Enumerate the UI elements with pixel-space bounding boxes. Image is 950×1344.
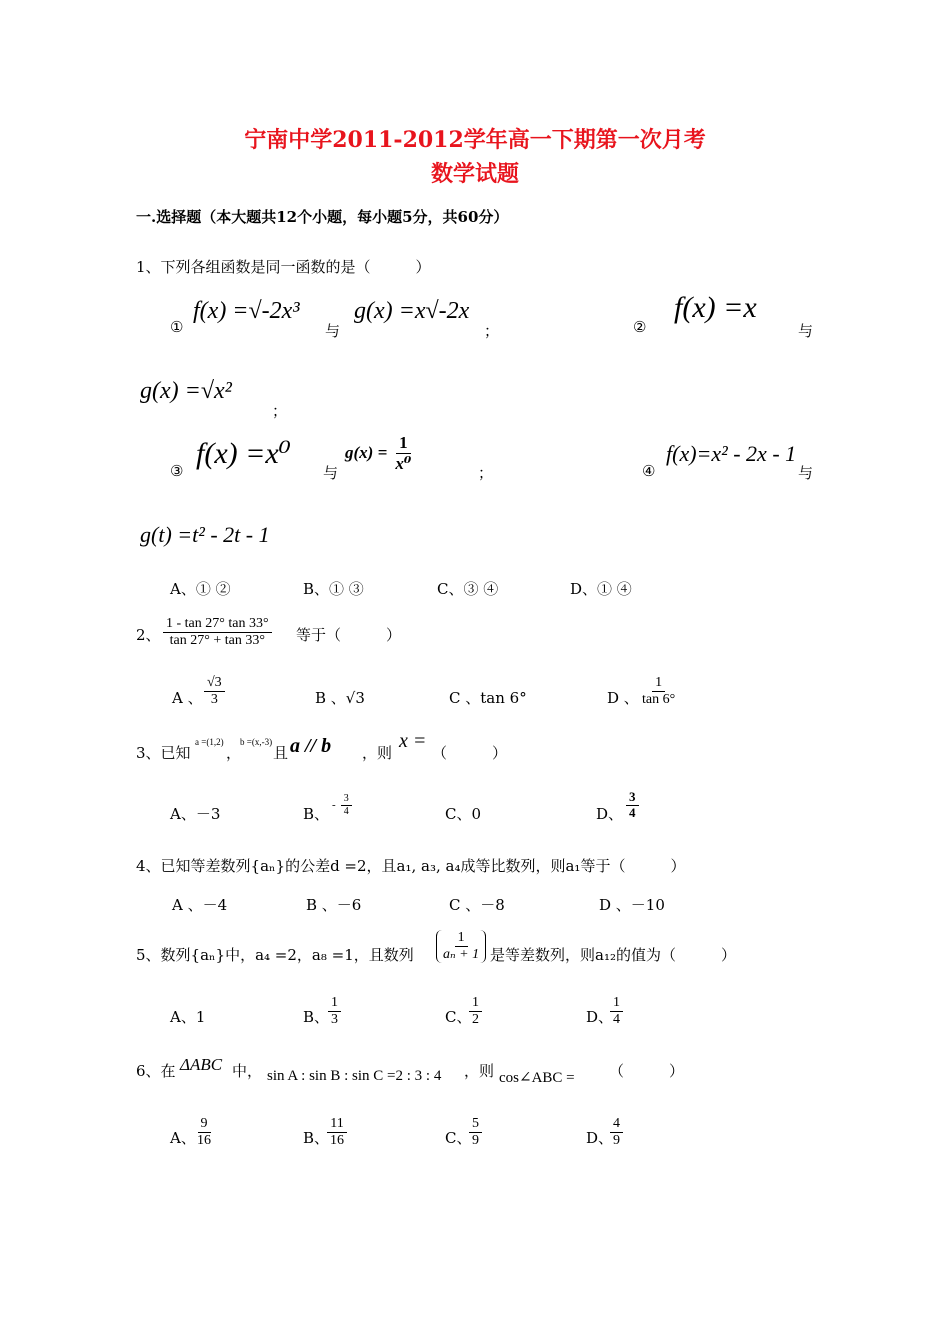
q2-frac-num: 1 - tan 27° tan 33°: [163, 616, 272, 633]
q1-option-a: A、① ②: [170, 580, 231, 598]
q1-yu-4: 与: [798, 464, 814, 482]
q3-then: ，则: [362, 744, 393, 762]
q3-parallel: a // b: [290, 735, 332, 757]
q3-option-d-num: 3: [626, 790, 639, 806]
q2-option-a-label: A 、: [172, 689, 203, 707]
q3-and: 且: [273, 744, 289, 762]
q5-option-b-label: B、: [303, 1008, 330, 1026]
q1-semicolon-1: ；: [484, 322, 500, 340]
q3-comma: ，: [226, 744, 242, 762]
q6-option-a-fraction: [194, 1116, 214, 1149]
q1-choice-3-marker: ③: [170, 462, 184, 480]
q5-option-c-num: 1: [469, 995, 482, 1012]
q1-choice-3-g-lhs: g(x) =: [345, 443, 388, 463]
q5-option-c-den: 2: [472, 1012, 479, 1028]
q6-option-b-num: 11: [327, 1116, 346, 1133]
q5-option-d-den: 4: [613, 1012, 620, 1028]
q1-choice-2-g: g(x) =√x²: [140, 378, 232, 404]
q3-paren: （ ）: [432, 744, 508, 762]
q3-option-b: [332, 793, 352, 817]
q1-option-c: C、③ ④: [437, 580, 499, 598]
q5-option-b-den: 3: [331, 1012, 338, 1028]
q1-choice-3-g-num: 1: [396, 433, 411, 454]
q3-option-b-den: 4: [343, 805, 349, 817]
q1-choice-4-f: f(x)=x² - 2x - 1: [666, 441, 797, 466]
q5-stem-end: 是等差数列，则a₁₂的值为（ ）: [490, 946, 736, 964]
q3-x-equals: x =: [399, 730, 427, 752]
q3-option-d-label: D、: [596, 805, 624, 823]
q1-choice-3-g: [345, 433, 414, 473]
q6-option-c-label: C、: [445, 1129, 472, 1147]
q1-yu-3: 与: [323, 464, 339, 482]
q1-choice-4-g: g(t) =t² - 2t - 1: [140, 522, 270, 547]
exam-title: 宁南中学2011-2012学年高一下期第一次月考: [244, 127, 706, 153]
q6-option-c-fraction: [469, 1116, 482, 1149]
q1-option-d: D、① ④: [570, 580, 632, 598]
q1-choice-4-marker: ④: [642, 462, 656, 480]
q1-choice-3-g-fraction: [392, 433, 414, 473]
q2-option-c: C 、tan 6°: [449, 689, 527, 707]
q1-stem: 1、下列各组函数是同一函数的是（ ）: [136, 258, 431, 276]
q5-option-b: [328, 995, 341, 1028]
q4-option-a: A 、－4: [172, 896, 228, 914]
q6-option-d-den: 9: [613, 1133, 620, 1149]
q2-option-d-den: tan 6°: [642, 692, 676, 708]
q1-choice-1-marker: ①: [170, 318, 184, 336]
q5-frac-den: aₙ + 1: [443, 947, 480, 963]
q2-option-d-fraction: [639, 675, 678, 708]
q3-option-d-fraction: [626, 790, 639, 821]
q2-fraction: [163, 616, 272, 649]
q5-option-a: A、1: [170, 1008, 206, 1026]
q6-stem-mid: 中，: [232, 1062, 263, 1080]
q2-option-d-label: D 、: [607, 689, 639, 707]
q6-option-d: [610, 1116, 623, 1149]
q6-option-d-label: D、: [586, 1129, 614, 1147]
q5-option-d-num: 1: [610, 995, 623, 1012]
q1-choice-1-g: g(x) =x√-2x: [354, 298, 470, 324]
q3-option-b-fraction: [341, 793, 352, 817]
q6-stem-start: 6、在: [136, 1062, 176, 1080]
q1-choice-3-g-den: x⁰: [395, 453, 412, 473]
q5-option-d: [610, 995, 623, 1028]
q3-vector-a: a =(1,2): [195, 737, 224, 747]
q6-option-c: [469, 1116, 482, 1149]
q5-option-b-fraction: [328, 995, 341, 1028]
q1-semicolon-3: ；: [478, 464, 494, 482]
q5-stem-start: 5、数列{aₙ}中，a₄ =2，a₈ =1，且数列: [136, 946, 414, 964]
q3-vector-b: b =(x,-3): [240, 737, 273, 747]
q4-option-d: D 、－10: [599, 896, 665, 914]
q6-option-a-num: 9: [198, 1116, 211, 1133]
q5-option-d-fraction: [610, 995, 623, 1028]
q6-option-b-label: B、: [303, 1129, 330, 1147]
q1-choice-3-f: f(x) =x⁰: [196, 437, 291, 470]
q5-option-d-label: D、: [586, 1008, 614, 1026]
q2-option-a-num: √3: [204, 675, 225, 692]
q4-option-c: C 、－8: [449, 896, 505, 914]
q2-frac-den: tan 27° + tan 33°: [169, 633, 265, 649]
q3-option-c: C、0: [445, 805, 482, 823]
q1-choice-1-f: f(x) =√-2x³: [193, 298, 300, 324]
q6-option-b: [327, 1116, 347, 1149]
q1-option-b: B、① ③: [303, 580, 364, 598]
q2-option-a: [204, 675, 225, 708]
q3-option-a: A、－3: [170, 805, 221, 823]
q6-option-c-num: 5: [469, 1116, 482, 1133]
q6-option-b-fraction: [327, 1116, 347, 1149]
q6-option-b-den: 16: [330, 1133, 344, 1149]
q5-option-c-label: C、: [445, 1008, 472, 1026]
q2-option-a-den: 3: [210, 692, 218, 708]
exam-subtitle: 数学试题: [430, 161, 519, 187]
q1-semicolon-2: ；: [272, 402, 288, 420]
q3-option-b-sign: -: [332, 799, 336, 811]
q3-option-b-num: 3: [341, 793, 352, 806]
q6-paren: （ ）: [609, 1062, 685, 1080]
q2-expression: [163, 616, 272, 649]
q5-frac-num: 1: [455, 930, 468, 947]
q3-option-d-den: 4: [629, 804, 636, 820]
q2-option-a-fraction: [204, 675, 225, 708]
section-heading: 一.选择题（本大题共12个小题，每小题5分，共60分）: [136, 208, 509, 226]
q4-option-b: B 、－6: [306, 896, 362, 914]
q6-cos: cos∠ABC =: [499, 1070, 575, 1086]
q5-fraction: [440, 930, 482, 963]
q2-tail: 等于（ ）: [296, 626, 402, 644]
q6-option-a: [194, 1116, 214, 1149]
q6-ratio: sin A : sin B : sin C =2 : 3 : 4: [267, 1068, 442, 1084]
q6-option-d-num: 4: [610, 1116, 623, 1133]
q6-option-a-label: A、: [170, 1129, 196, 1147]
q2-option-d: [639, 675, 678, 708]
q6-option-c-den: 9: [472, 1133, 479, 1149]
q2-option-d-num: 1: [652, 675, 665, 692]
q5-option-b-num: 1: [328, 995, 341, 1012]
q1-yu-1: 与: [325, 322, 341, 340]
q1-yu-2: 与: [798, 322, 814, 340]
q3-option-b-label: B、: [303, 805, 330, 823]
q3-stem-start: 3、已知: [136, 744, 191, 762]
q5-sequence: [436, 930, 486, 963]
q4-stem: 4、已知等差数列{aₙ}的公差d =2，且a₁, a₃, a₄成等比数列，则a₁等于（ ）: [136, 857, 686, 875]
q5-option-c: [469, 995, 482, 1028]
q1-choice-2-marker: ②: [633, 318, 647, 336]
q6-option-d-fraction: [610, 1116, 623, 1149]
q6-triangle: ΔABC: [180, 1055, 223, 1074]
q3-option-d: [626, 790, 639, 821]
q1-choice-2-f: f(x) =x: [674, 291, 757, 324]
q2-option-b: B 、√3: [315, 689, 365, 707]
q6-option-a-den: 16: [197, 1133, 211, 1149]
q5-option-c-fraction: [469, 995, 482, 1028]
q6-then: ，则: [464, 1062, 495, 1080]
q2-number: 2、: [136, 626, 161, 644]
